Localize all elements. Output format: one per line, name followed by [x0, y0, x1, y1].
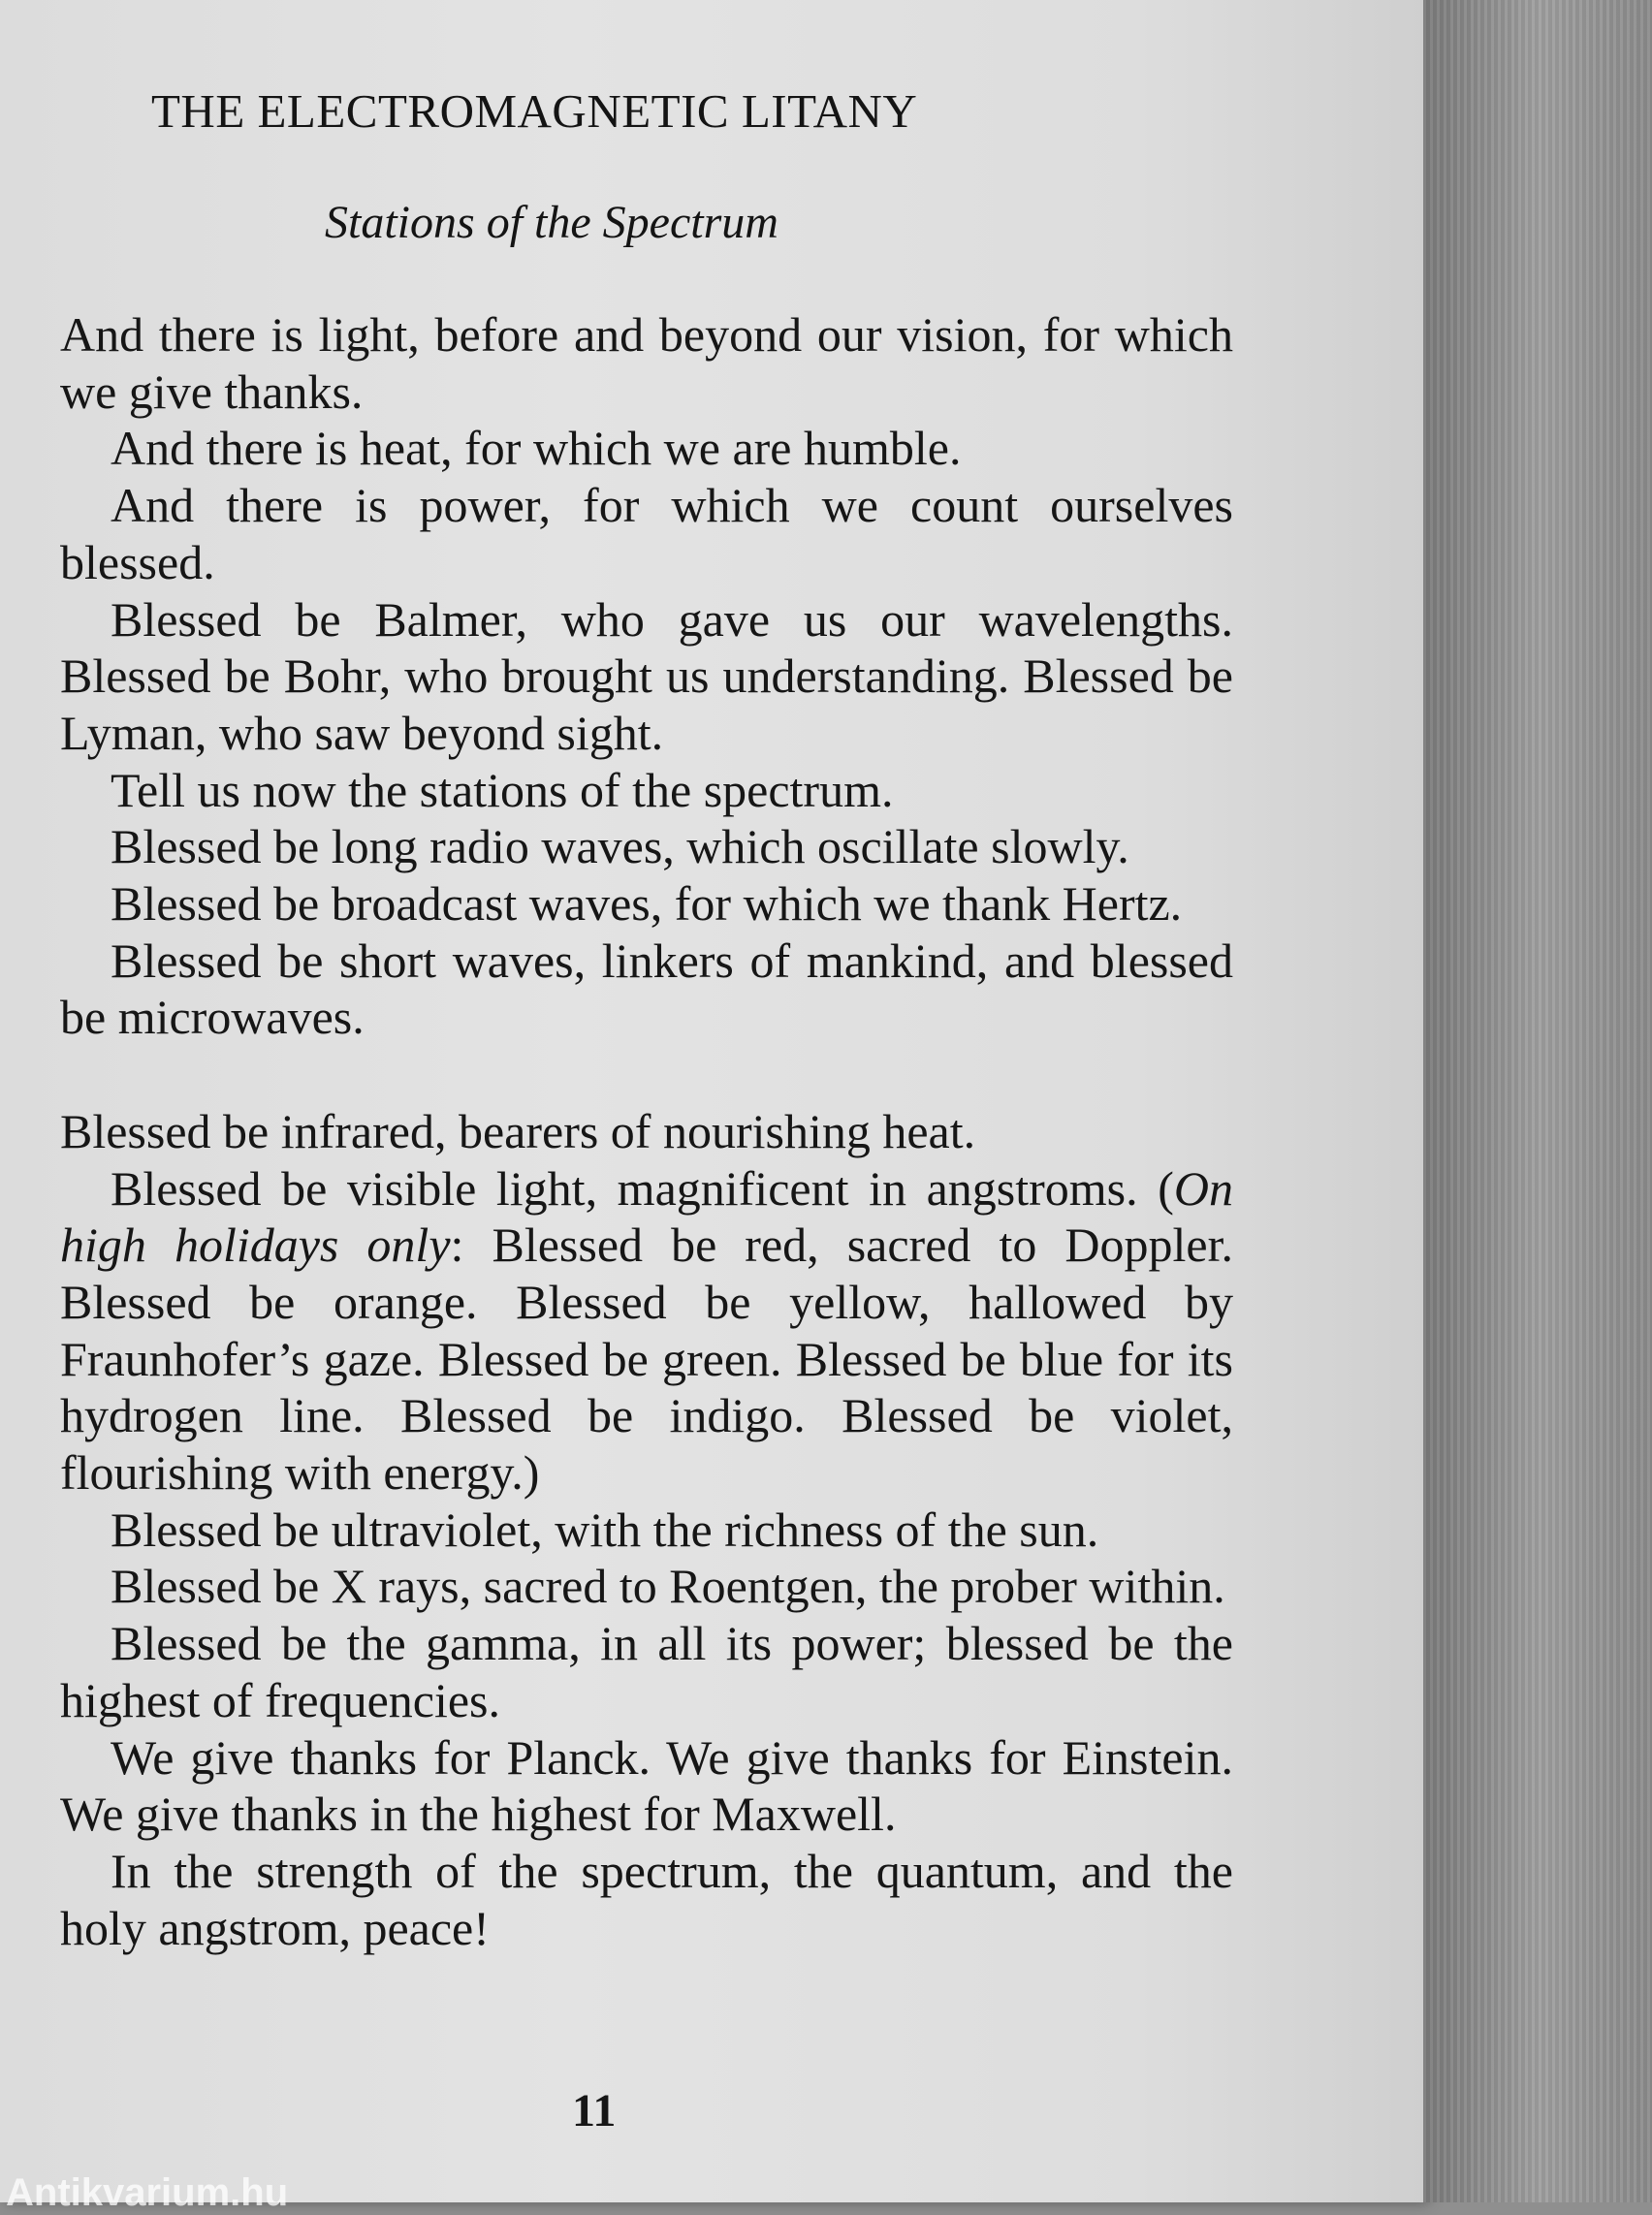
paragraph-ultraviolet: Blessed be ultraviolet, with the richness of the sun.: [111, 1502, 1099, 1557]
paragraph-long-radio: Blessed be long radio waves, which oscillate slowly.: [111, 819, 1129, 874]
paragraph-light: And there is light, before and beyond our vision, for which we give thanks.: [60, 307, 1233, 419]
paragraph-gamma: Blessed be the gamma, in all its power; blessed be the highest of frequencies.: [60, 1616, 1233, 1727]
visible-light-colors: Blessed be red, sacred to Doppler. Blessed be orange. Blessed be yellow, hallowed by Fraunhofer’s gaze. Blessed be green. Blessed be blue for its hydrogen line. Blessed be indigo. Blessed be violet, flourishing with energy.): [60, 1218, 1233, 1501]
watermark-text: Antikvarium.hu: [6, 2171, 289, 2214]
paragraph-visible-light: [60, 1160, 1233, 1502]
paragraph-short-waves: Blessed be short waves, linkers of mankind, and blessed be microwaves.: [60, 933, 1233, 1045]
visible-light-lead: Blessed be visible light, magnificent in angstroms. (: [111, 1160, 1174, 1216]
holiday-rubric: On high holidays only: [60, 1160, 1233, 1273]
paragraph-balmer-bohr-lyman: Blessed be Balmer, who gave us our wavelengths. Blessed be Bohr, who brought us understanding. Blessed be Lyman, who saw beyond sight.: [60, 591, 1233, 760]
paragraph-power: And there is power, for which we count ourselves blessed.: [60, 478, 1233, 589]
running-head: THE ELECTROMAGNETIC LITANY: [151, 84, 918, 138]
section-subtitle: Stations of the Spectrum: [325, 197, 778, 248]
paragraph-stations: Tell us now the stations of the spectrum.: [111, 762, 894, 817]
paragraph-infrared: Blessed be infrared, bearers of nourishing heat.: [60, 1103, 976, 1158]
visible-light-colon: :: [450, 1218, 492, 1273]
paragraph-heat: And there is heat, for which we are humble.: [111, 421, 962, 476]
paragraph-x-rays: Blessed be X rays, sacred to Roentgen, the prober within.: [111, 1559, 1225, 1614]
paragraph-peace: In the strength of the spectrum, the quantum, and the holy angstrom, peace!: [60, 1843, 1233, 1955]
paragraph-broadcast: Blessed be broadcast waves, for which we thank Hertz.: [111, 876, 1183, 932]
background-surface: [1423, 0, 1652, 2202]
litany-text: [60, 306, 1233, 1956]
page-number: 11: [572, 2085, 617, 2136]
paragraph-thanks: We give thanks for Planck. We give thanks for Einstein. We give thanks in the highest for Maxwell.: [60, 1729, 1233, 1842]
